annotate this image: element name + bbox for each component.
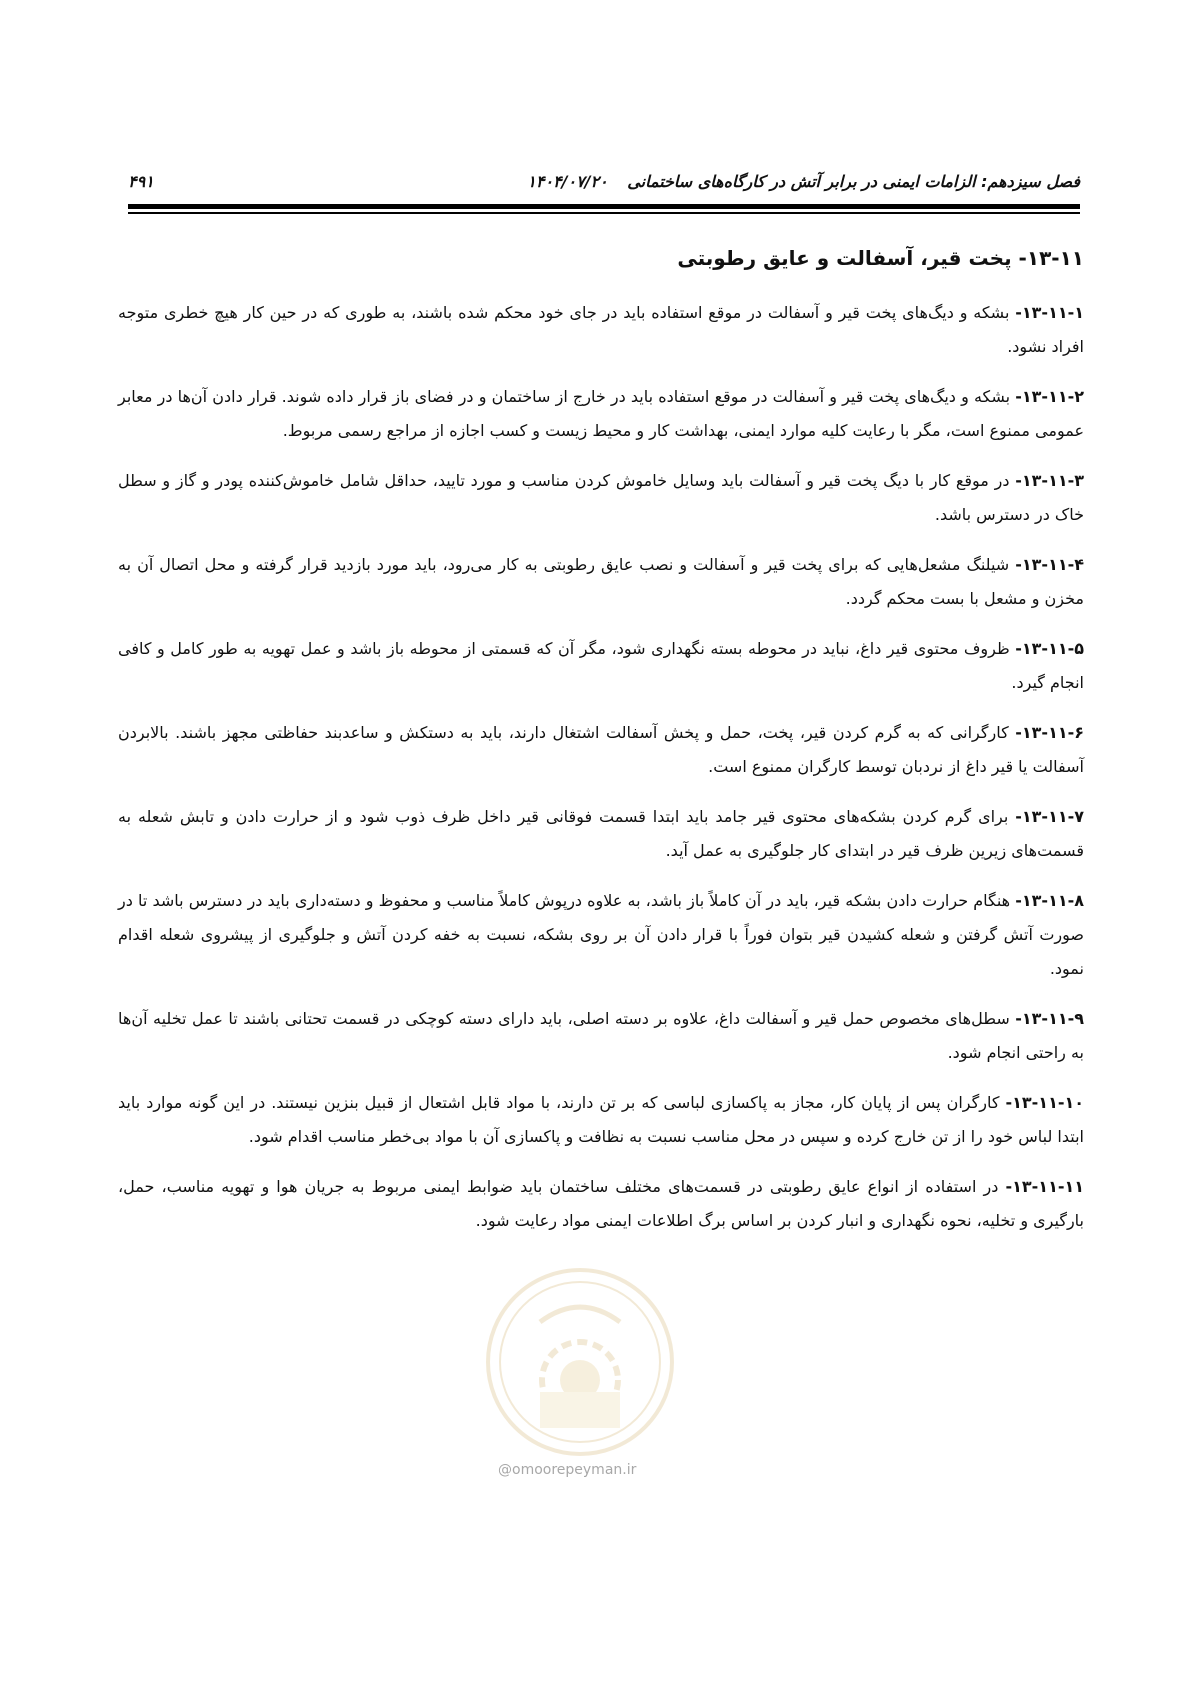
clause-text: بشکه و دیگ‌های پخت قیر و آسفالت در موقع استفاده باید در جای خود محکم شده باشند، به طوری که در حین کار هیچ خطری متوجه افراد نشود. [118,303,1084,356]
clause-text: در استفاده از انواع عایق رطوبتی در قسمت‌های مختلف ساختمان باید ضوابط ایمنی مربوط به جریان هوا و تهویه مناسب، حمل، بارگیری و تخلیه، نحوه نگهداری و انبار کردن بر اساس برگ اطلاعات ایمنی مواد رعایت شود. [118,1177,1084,1230]
clause-paragraph [118,884,1084,986]
clause-number: ۱۳-۱۱-۳- [1015,471,1084,490]
clause-text: در موقع کار با دیگ پخت قیر و آسفالت باید وسایل خاموش کردن مناسب و مورد تایید، حداقل شامل خاموش‌کننده پودر و گاز و سطل خاک در دسترس باشد. [118,471,1084,524]
clause-number: ۱۳-۱۱-۹- [1015,1009,1084,1028]
clause-text: کارگرانی که به گرم کردن قیر، پخت، حمل و پخش آسفالت اشتغال دارند، باید به دستکش و ساعدبند حفاظتی مجهز باشند. بالابردن آسفالت یا قیر داغ از نردبان توسط کارگران ممنوع است. [118,723,1084,776]
clause-text: کارگران پس از پایان کار، مجاز به پاکسازی لباسی که بر تن دارند، با مواد قابل اشتعال از قبیل بنزین نیستند. در این گونه موارد باید ابتدا لباس خود را از تن خارج کرده و سپس در محل مناسب نسبت به نظافت و پاکسازی آن با مواد بی‌خطر مناسب اقدام شود. [118,1093,1084,1146]
clause-paragraph [118,296,1084,364]
clause-paragraph [118,1086,1084,1154]
clause-paragraph [118,380,1084,448]
clause-number: ۱۳-۱۱-۲- [1015,387,1084,406]
header-title [527,172,1080,191]
clause-text: هنگام حرارت دادن بشکه قیر، باید در آن کاملاً باز باشد، به علاوه درپوش کاملاً مناسب و محفوظ و دسته‌داری باید در دسترس باشد تا در صورت آتش گرفتن و شعله کشیدن قیر بتوان فوراً با قرار دادن آن بر روی بشکه، نسبت به خفه کردن آتش و جلوگیری از پیشروی شعله اقدام نمود. [118,891,1084,978]
page-header [128,172,1080,202]
clause-paragraph [118,800,1084,868]
clause-text: سطل‌های مخصوص حمل قیر و آسفالت داغ، علاوه بر دسته اصلی، باید دارای دسته کوچکی در قسمت تحتانی باشند تا عمل تخلیه آن‌ها به راحتی انجام شود. [118,1009,1084,1062]
clause-text: بشکه و دیگ‌های پخت قیر و آسفالت در موقع استفاده باید در خارج از ساختمان و در فضای باز قرار داده شوند. قرار دادن آن‌ها در معابر عمومی ممنوع است، مگر با رعایت کلیه موارد ایمنی، بهداشت کار و محیط زیست و کسب اجازه از مراجع رسمی مربوط. [118,387,1084,440]
clause-paragraph [118,1170,1084,1238]
clause-number: ۱۳-۱۱-۱۱- [1005,1177,1084,1196]
header-date: ۱۴۰۴/۰۷/۲۰ [527,172,608,191]
clause-text: ظروف محتوی قیر داغ، نباید در محوطه بسته نگهداری شود، مگر آن که قسمتی از محوطه باز باشد و عمل تهویه به طور کامل و کافی انجام گیرد. [118,639,1084,692]
clause-paragraph [118,1002,1084,1070]
clause-number: ۱۳-۱۱-۱۰- [1005,1093,1084,1112]
header-rule-thick [128,204,1080,209]
clause-number: ۱۳-۱۱-۵- [1015,639,1084,658]
clause-number: ۱۳-۱۱-۱- [1015,303,1084,322]
clause-text: برای گرم کردن بشکه‌های محتوی قیر جامد باید ابتدا قسمت فوقانی قیر داخل ظرف ذوب شود و از حرارت دادن و تابش شعله به قسمت‌های زیرین ظرف قیر در ابتدای کار جلوگیری به عمل آید. [118,807,1084,860]
paragraph-list [118,296,1084,1238]
clause-number: ۱۳-۱۱-۶- [1015,723,1084,742]
section-title: ۱۳-۱۱- پخت قیر، آسفالت و عایق رطوبتی [677,246,1084,270]
clause-paragraph [118,548,1084,616]
clause-number: ۱۳-۱۱-۸- [1015,891,1084,910]
clause-paragraph [118,632,1084,700]
clause-number: ۱۳-۱۱-۴- [1015,555,1084,574]
clause-paragraph [118,464,1084,532]
clause-text: شیلنگ مشعل‌هایی که برای پخت قیر و آسفالت و نصب عایق رطوبتی به کار می‌رود، باید مورد بازدید قرار گرفته و محل اتصال آن به مخزن و مشعل با بست محکم گردد. [118,555,1084,608]
watermark-url: @omoorepeyman.ir [498,1462,637,1478]
header-chapter-title: فصل سیزدهم: الزامات ایمنی در برابر آتش در کارگاه‌های ساختمانی [627,172,1080,191]
header-rule-thin [128,212,1080,214]
clause-number: ۱۳-۱۱-۷- [1015,807,1084,826]
clause-paragraph [118,716,1084,784]
page-number: ۴۹۱ [128,172,154,191]
watermark-logo [480,1262,680,1462]
main-content [118,246,1084,1254]
